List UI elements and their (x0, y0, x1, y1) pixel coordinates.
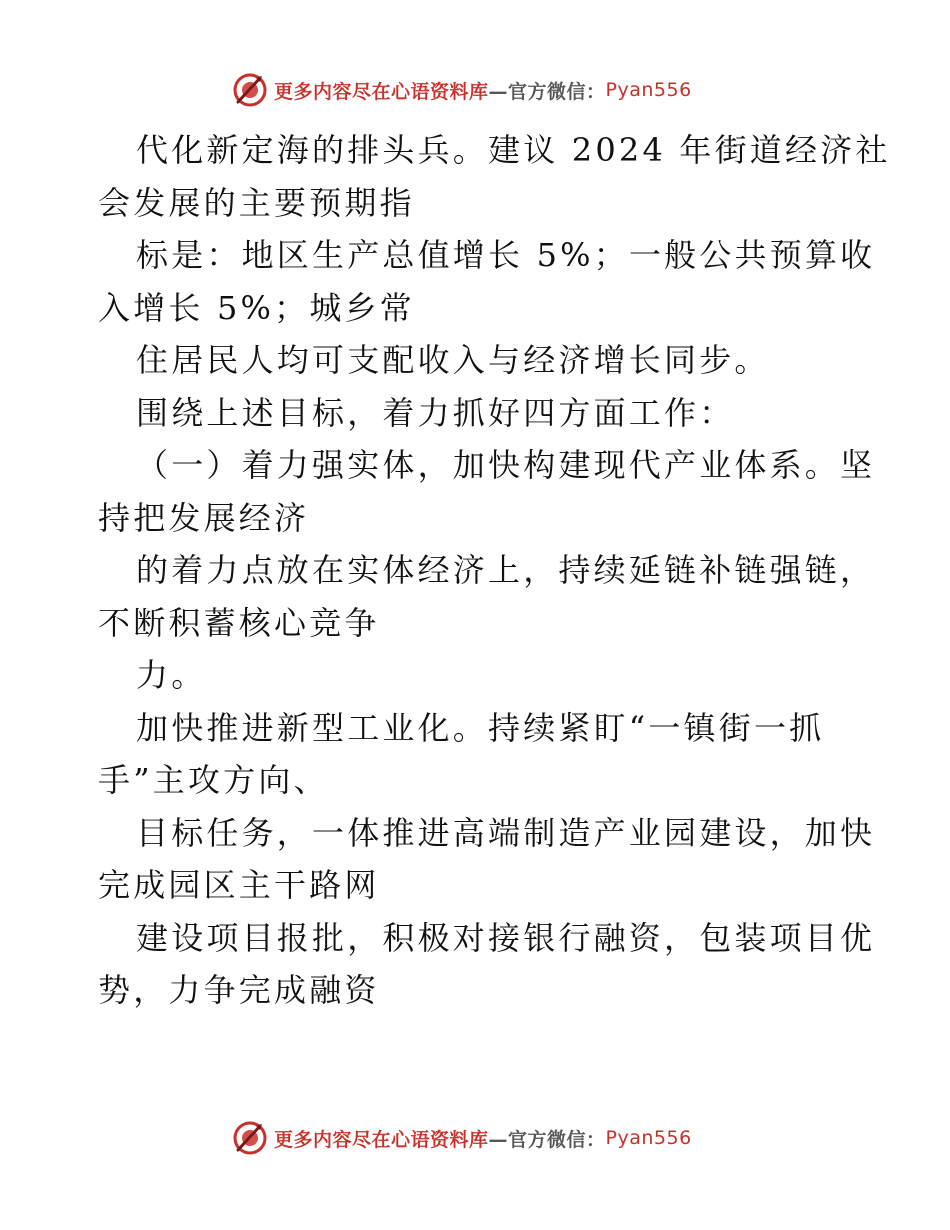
body-line: 势，力争完成融资 (98, 971, 380, 1009)
body-line: 住居民人均可支配收入与经济增长同步。 (136, 341, 770, 379)
body-line: 围绕上述目标，着力抓好四方面工作： (136, 393, 735, 432)
body-line: 标是：地区生产总值增长 5%；一般公共预算收 (136, 236, 876, 274)
body-line: （一）着力强实体，加快构建现代产业体系。坚 (136, 446, 876, 484)
body-line: 建设项目报批，积极对接银行融资，包装项目优 (136, 918, 876, 957)
body-line: 入增长 5%；城乡常 (98, 288, 415, 327)
banner-wechat-id: Pyan556 (605, 1127, 692, 1149)
body-line: 完成园区主干路网 (98, 866, 380, 904)
header-banner (232, 70, 732, 110)
body-line: 代化新定海的排头兵。建议 2024 年街道经济社 (136, 131, 891, 169)
body-line: 的着力点放在实体经济上，持续延链补链强链， (136, 551, 876, 589)
body-line: 会发展的主要预期指 (98, 183, 415, 222)
brand-logo-icon (232, 1120, 268, 1156)
body-line: 目标任务，一体推进高端制造产业园建设，加快 (136, 813, 876, 852)
body-line: 手”主攻方向、 (98, 761, 329, 799)
banner-main-text: 更多内容尽在心语资料库 (274, 80, 489, 103)
banner-dash-text: —官方微信： (488, 80, 606, 103)
body-line: 加快推进新型工业化。持续紧盯“一镇街一抓 (136, 708, 825, 747)
banner-wechat-id: Pyan556 (605, 79, 692, 101)
footer-banner (232, 1118, 732, 1158)
banner-main-text: 更多内容尽在心语资料库 (274, 1128, 489, 1151)
body-line: 力。 (136, 656, 207, 694)
brand-logo-icon (232, 72, 268, 108)
body-line: 持把发展经济 (98, 498, 310, 537)
body-line: 不断积蓄核心竞争 (98, 603, 380, 642)
document-body (98, 124, 891, 1017)
banner-dash-text: —官方微信： (488, 1128, 606, 1151)
